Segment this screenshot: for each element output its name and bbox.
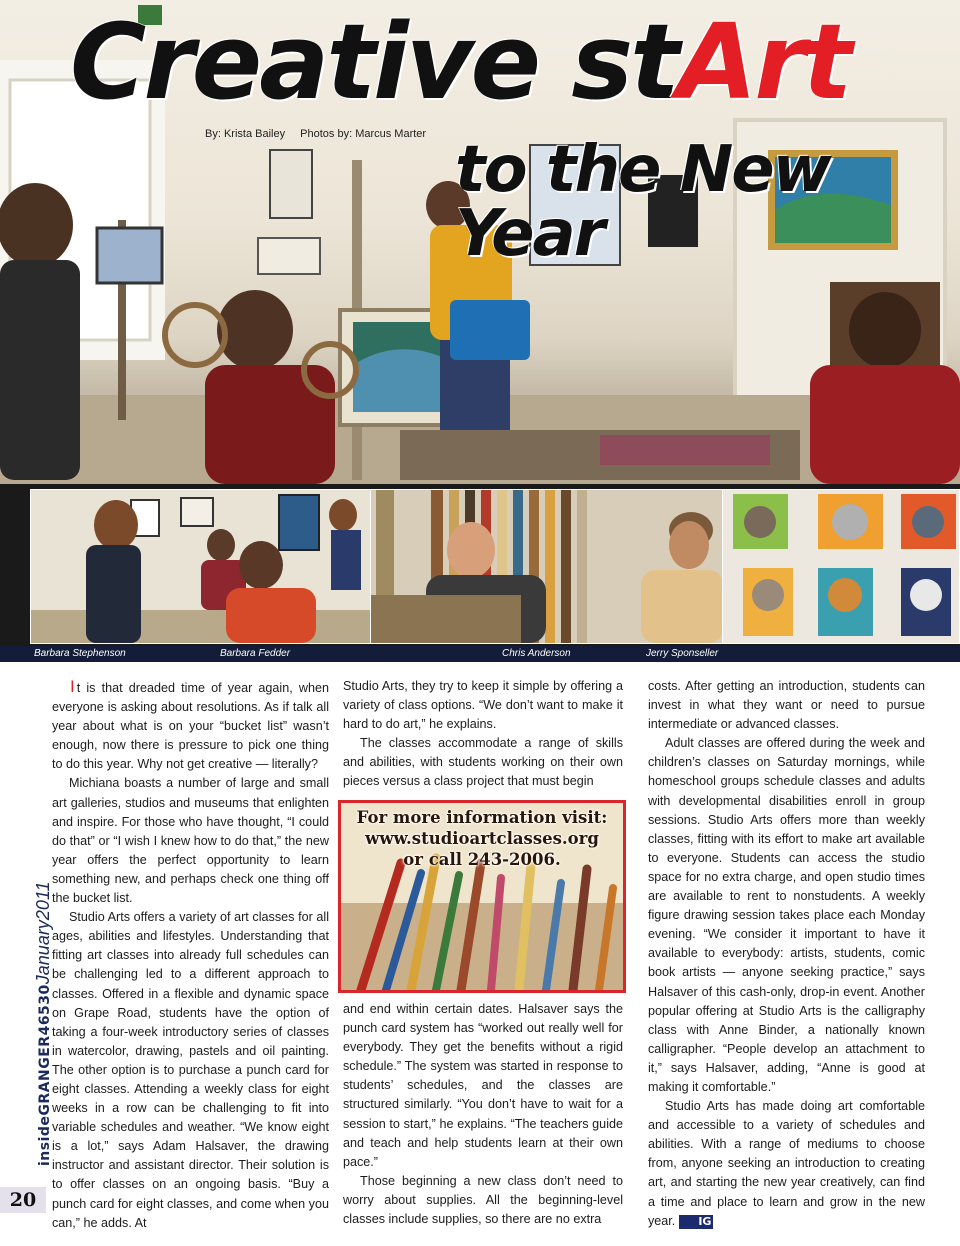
byline-photos: Photos by: Marcus Marter xyxy=(300,128,427,140)
paragraph: Studio Arts, they try to keep it simple by offering a variety of class options. “We don’t want to make it hard to do art,” he explains. xyxy=(343,679,623,732)
photo-cat-paintings xyxy=(722,489,960,644)
hero-photo xyxy=(0,0,960,484)
info-website-link[interactable]: www.studioartclasses.org xyxy=(365,829,599,848)
drop-cap: I xyxy=(70,677,75,696)
magazine-name: insideGRANGER46530 xyxy=(37,984,53,1166)
paragraph: costs. After getting an introduction, students can invest in what they want or need to pursue intermediate or advanced classes. xyxy=(648,679,925,732)
magazine-folio xyxy=(34,881,53,1166)
paragraph: Studio Arts offers a variety of art classes for all ages, abilities and lifestyles. Understanding that fitting art classes into already full schedules can be challenging led to a different approach to classes. Offered in a flexible and dynamic space on Grape Road, students have the option of taking a four-week introductory series of classes in watercolor, drawing, pastels and oil painting. The other option is to purchase a punch card for eight classes. Attending a weekly class for eight weeks in a row can be challenging to fit into variable schedules and weather. “We know eight is a lot,” says Adam Halsaver, the drawing instructor and assistant director. Their solution is to offer classes on an ongoing basis. “Buy a punch card for eight classes, and come when you can,” he adds. At xyxy=(52,910,329,1230)
caption-barbara-fedder: Barbara Fedder xyxy=(220,648,291,659)
paragraph: Adult classes are offered during the week and children’s classes on Saturday mornings, while homeschool groups schedule classes and adults with developmental disabilities enroll in group sessions. Studio Arts offers more than weekly classes, fitting with its effort to make art available to everyone. Students can access the studio space for no extra charge, and open studio times are available to rent to nonstudents. A weekly figure drawing session takes place each Monday evening. “We consider it important to have it available to everybody: artists, students, comic book artists — anyone seeking practice,” says Halsaver of this cash-only, drop-in event. Another popular offering at Studio Arts is the calligraphy class with Anne Binder, a nationally known calligrapher. “People develop an attachment to it,” says Halsaver, adding, “Anne is good at making it comfortable.” xyxy=(648,736,925,1094)
article-column-1 xyxy=(52,677,329,1233)
byline-author: By: Krista Bailey xyxy=(205,128,286,140)
info-box-text xyxy=(341,807,623,870)
byline xyxy=(205,128,438,140)
title-accent: Art xyxy=(676,1,850,123)
paragraph: Studio Arts has made doing art comfortable and accessible to a variety of schedules and abilities. With a range of mediums to choose from, anyone seeking an introduction to creating art, and starting the new year creatively, can find a time and place to learn and grow in the new year. IG xyxy=(648,1099,925,1228)
info-box xyxy=(338,800,626,993)
info-line-1: For more information visit: xyxy=(356,808,608,827)
end-mark: IG xyxy=(679,1215,713,1229)
article-column-2-top xyxy=(343,677,623,792)
paragraph: and end within certain dates. Halsaver says the punch card system has “worked out really well for everybody. They get the benefits without a rigid schedule.” The system was started in response to students’ schedules, and the classes are structured similarly. “You don’t have to wait for a session to start,” he explains. “The teachers guide and teach and help students learn at their own pace.” xyxy=(343,1002,623,1169)
issue-date: January2011 xyxy=(33,881,53,985)
photo-students-painting xyxy=(30,489,372,644)
paragraph: Those beginning a new class don’t need to worry about supplies. All the beginning-level classes include supplies, so there are no extra xyxy=(343,1173,623,1227)
caption-barbara-stephenson: Barbara Stephenson xyxy=(34,648,126,659)
paragraph: The classes accommodate a range of skills and abilities, with students working on their own pieces versus a class project that must begin xyxy=(343,736,623,789)
caption-bar xyxy=(0,646,960,662)
article-column-3 xyxy=(648,677,925,1231)
caption-jerry-sponseller: Jerry Sponseller xyxy=(646,648,719,659)
page-number: 20 xyxy=(0,1187,46,1213)
title-part1: Creative st xyxy=(70,1,677,123)
paragraph: Michiana boasts a number of large and small art galleries, studios and museums that enlighten and inspire. For those who have thought, “I could do that” or “I wish I knew how to do that,” the new year offers the perfect opportunity to learn something new, and perhaps check one thing off the bucket list. xyxy=(52,776,329,906)
info-phone: or call 243-2006. xyxy=(403,850,561,869)
caption-chris-anderson: Chris Anderson xyxy=(502,648,571,659)
photo-chris-anderson xyxy=(370,489,724,644)
article-title xyxy=(70,1,850,123)
paragraph: I t is that dreaded time of year again, when everyone is asking about resolutions. As if talk all year about what is on your “bucket list” wasn’t enough, now there is pressure to pick one thing to do this year. Why not get creative — literally? xyxy=(52,677,329,772)
article-column-2-bottom xyxy=(343,1000,623,1229)
article-subtitle: to the New Year xyxy=(455,133,830,271)
